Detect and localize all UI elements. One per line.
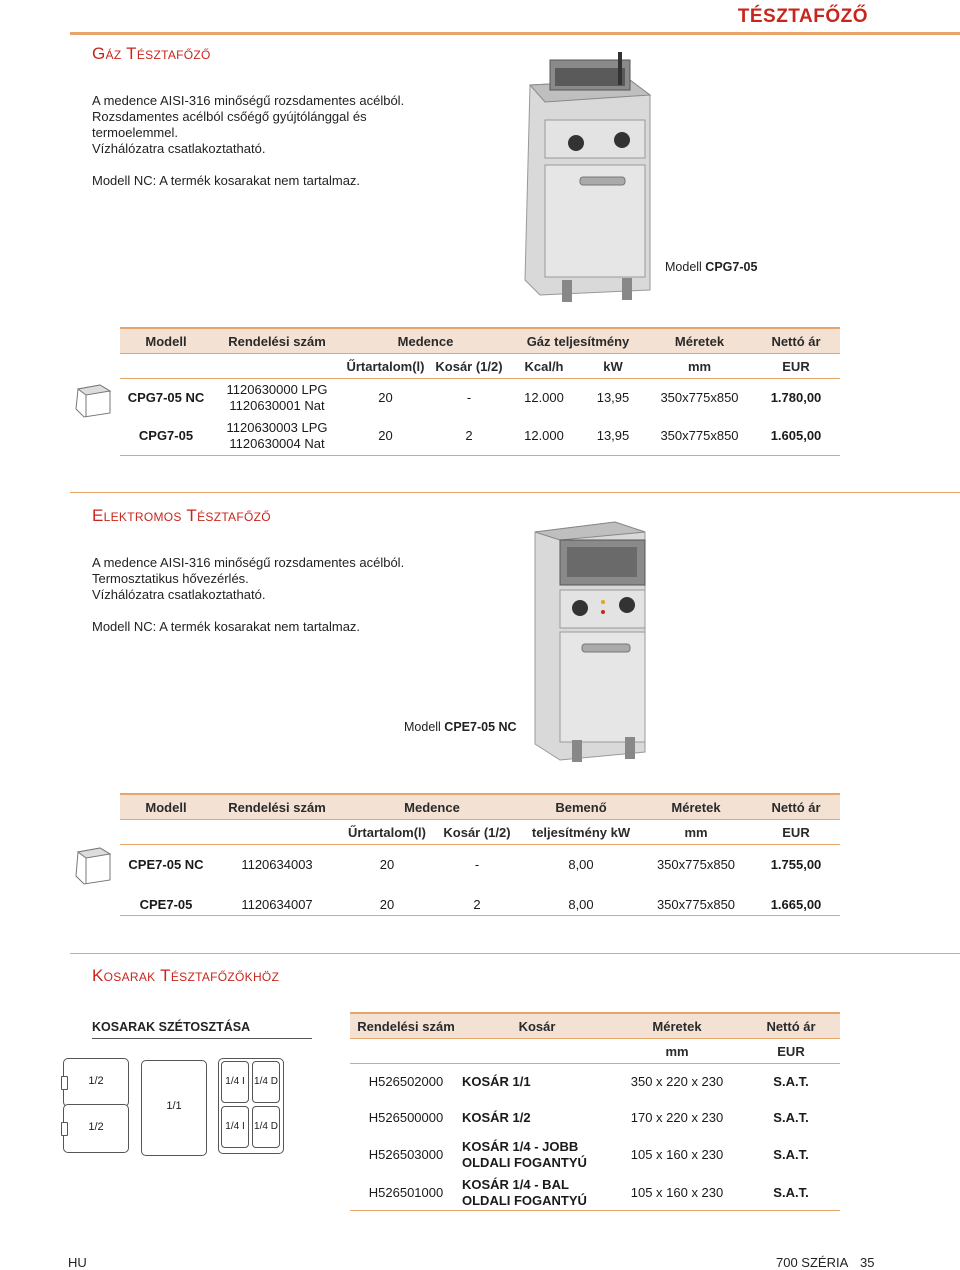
- electric-section-title: Elektromos Tésztafőző: [92, 506, 271, 525]
- electric-model-thumbnail-icon: [70, 840, 115, 890]
- subheader-eur: EUR: [742, 1039, 840, 1064]
- col-header-net-price: Nettó ár: [752, 794, 840, 820]
- gas-pasta-cooker-image: [510, 40, 670, 305]
- row-order-code: H526502000: [368, 1074, 444, 1090]
- gas-desc-line: Rozsdamentes acélból csőégő gyújtólánggal és: [92, 109, 367, 124]
- table-row: [350, 1100, 840, 1136]
- col-header-dimensions: Méretek: [640, 794, 752, 820]
- col-header-gas-power: Gáz teljesítmény: [509, 328, 647, 354]
- basket-quarter-label: 1/4 D: [254, 1121, 278, 1132]
- footer-language: HU: [68, 1255, 87, 1270]
- basket-spec-table: [350, 1012, 840, 1212]
- gas-product-caption: [665, 260, 757, 274]
- electric-note: Modell NC: A termék kosarakat nem tartalmaz.: [92, 619, 361, 634]
- row-basket-name: KOSÁR 1/4 - JOBB OLDALI FOGANTYÚ: [462, 1138, 587, 1170]
- basket-quarter-label: 1/4 D: [254, 1076, 278, 1087]
- row-price: 1.605,00: [770, 428, 822, 443]
- row-model: CPG7-05 NC: [127, 390, 205, 406]
- gas-description: [92, 93, 472, 189]
- row-volume: 20: [379, 897, 395, 912]
- page-brand-title: TÉSZTAFŐZŐ: [737, 6, 868, 27]
- col-header-net-price: Nettó ár: [742, 1013, 840, 1039]
- table-row: [120, 379, 840, 417]
- row-order-code: H526501000: [368, 1185, 444, 1200]
- electric-table-bottom-rule: [120, 915, 840, 916]
- col-header-dimensions: Méretek: [647, 328, 752, 354]
- basket-quarter-group-diagram: [218, 1058, 284, 1154]
- row-volume: 20: [378, 390, 393, 406]
- subheader-mm: mm: [640, 820, 752, 845]
- electric-desc-line: A medence AISI-316 minőségű rozsdamentes acélból.: [92, 555, 405, 570]
- row-price: S.A.T.: [773, 1147, 809, 1162]
- table-row: [350, 1174, 840, 1212]
- row-kcal: 12.000: [524, 390, 564, 406]
- row-kw: 13,95: [596, 390, 630, 406]
- subheader-mm: mm: [647, 354, 752, 379]
- basket-half-top-label: 1/2: [88, 1075, 104, 1087]
- row-code: 1120630000 LPG: [226, 381, 328, 397]
- row-price: 1.665,00: [770, 897, 822, 912]
- row-order-code: 1120634003: [241, 857, 313, 873]
- basket-layout-underline: [92, 1038, 312, 1039]
- subheader-volume: Űrtartalom(l): [342, 354, 429, 379]
- subheader-kw: kW: [579, 354, 647, 379]
- footer-page-number: 35: [860, 1255, 875, 1270]
- subheader-power-kw: teljesítmény kW: [522, 820, 640, 845]
- electric-description: [92, 555, 472, 635]
- row-order-code: H526503000: [368, 1147, 444, 1162]
- basket-half-bottom-label: 1/2: [88, 1121, 104, 1133]
- electric-pasta-cooker-image: [520, 512, 660, 767]
- row-price: S.A.T.: [773, 1110, 809, 1125]
- row-price: S.A.T.: [773, 1185, 809, 1200]
- row-volume: 20: [378, 428, 393, 443]
- row-volume: 20: [379, 857, 395, 873]
- gas-note: Modell NC: A termék kosarakat nem tartalmaz.: [92, 173, 361, 188]
- subheader-kcal: Kcal/h: [509, 354, 579, 379]
- row-order-codes: [212, 379, 342, 417]
- basket-layout-title: KOSARAK SZÉTOSZTÁSA: [92, 1020, 251, 1034]
- row-basket-name: KOSÁR 1/1: [462, 1074, 531, 1090]
- col-header-model: Modell: [120, 794, 212, 820]
- row-price: 1.780,00: [770, 390, 822, 406]
- col-header-dimensions: Méretek: [612, 1013, 742, 1039]
- row-kcal: 12.000: [524, 428, 564, 443]
- row-code: 1120630001 Nat: [229, 397, 325, 413]
- row-dimensions: 105 x 160 x 230: [630, 1147, 724, 1162]
- row-order-code: H526500000: [368, 1110, 444, 1125]
- col-header-order-number: Rendelési szám: [212, 328, 342, 354]
- row-dimensions: 350x775x850: [656, 897, 736, 912]
- electric-section-rule: [70, 492, 960, 493]
- gas-desc-line: A medence AISI-316 minőségű rozsdamentes acélból.: [92, 93, 405, 108]
- row-price: 1.755,00: [770, 857, 822, 873]
- subheader-mm: mm: [612, 1039, 742, 1064]
- row-dimensions: 170 x 220 x 230: [630, 1110, 724, 1125]
- row-kw: 13,95: [596, 428, 630, 443]
- row-price: S.A.T.: [773, 1074, 809, 1090]
- row-basket-name: KOSÁR 1/2: [462, 1110, 531, 1125]
- gas-caption-prefix: Modell: [665, 260, 706, 274]
- gas-spec-table: [120, 327, 840, 455]
- row-basket-name: KOSÁR 1/4 - BAL OLDALI FOGANTYÚ: [462, 1176, 587, 1208]
- header-rule: [70, 32, 960, 35]
- table-row: [120, 885, 840, 925]
- row-code: 1120630003 LPG: [226, 419, 328, 435]
- col-header-tank: Medence: [342, 328, 509, 354]
- row-basket: 2: [473, 897, 481, 912]
- row-basket: -: [466, 390, 472, 406]
- col-header-net-price: Nettó ár: [752, 328, 840, 354]
- gas-model-thumbnail-icon: [70, 377, 115, 422]
- row-model: CPE7-05: [139, 897, 193, 912]
- basket-full-diagram: [141, 1060, 207, 1156]
- electric-desc-line: Vízhálózatra csatlakoztatható.: [92, 587, 266, 602]
- gas-caption-model: CPG7-05: [705, 260, 758, 274]
- row-dimensions: 105 x 160 x 230: [630, 1185, 724, 1200]
- basket-full-label: 1/1: [166, 1100, 182, 1112]
- electric-product-caption: [404, 720, 517, 734]
- electric-spec-table: [120, 793, 840, 925]
- electric-caption-prefix: Modell: [404, 720, 445, 734]
- handle-icon: [61, 1122, 68, 1136]
- subheader-volume: Űrtartalom(l): [342, 820, 432, 845]
- basket-half-top-diagram: [63, 1058, 129, 1107]
- gas-table-bottom-rule: [120, 455, 840, 456]
- gas-section-title: Gáz Tésztafőző: [92, 44, 211, 63]
- row-model: CPE7-05 NC: [128, 857, 204, 873]
- electric-caption-model: CPE7-05 NC: [444, 720, 517, 734]
- basket-table-bottom-rule: [350, 1210, 840, 1211]
- col-header-order-number: Rendelési szám: [350, 1013, 462, 1039]
- baskets-section-rule: [70, 953, 960, 954]
- row-dimensions: 350x775x850: [660, 390, 739, 406]
- basket-quarter-right-top: [252, 1061, 280, 1103]
- basket-half-bottom-diagram: [63, 1104, 129, 1153]
- footer-series: 700 SZÉRIA: [776, 1255, 849, 1270]
- electric-desc-line: Termosztatikus hővezérlés.: [92, 571, 249, 586]
- row-kw: 8,00: [568, 857, 594, 873]
- basket-quarter-label: 1/4 I: [225, 1121, 245, 1132]
- gas-desc-line: termoelemmel.: [92, 125, 178, 140]
- col-header-model: Modell: [120, 328, 212, 354]
- table-row: [120, 845, 840, 885]
- basket-quarter-left-top: [221, 1061, 249, 1103]
- row-kw: 8,00: [568, 897, 594, 912]
- col-header-input-power: Bemenő: [522, 794, 640, 820]
- row-basket: 2: [465, 428, 473, 443]
- subheader-basket: Kosár (1/2): [432, 820, 522, 845]
- col-header-tank: Medence: [342, 794, 522, 820]
- table-row: [350, 1064, 840, 1100]
- baskets-section-title: Kosarak Tésztafőzőkhöz: [92, 966, 280, 985]
- row-basket: -: [474, 857, 480, 873]
- table-row: [350, 1136, 840, 1174]
- row-order-codes: [212, 417, 342, 455]
- gas-desc-line: Vízhálózatra csatlakoztatható.: [92, 141, 266, 156]
- row-model: CPG7-05: [138, 428, 194, 443]
- basket-quarter-left-bottom: [221, 1106, 249, 1148]
- row-dimensions: 350x775x850: [656, 857, 736, 873]
- col-header-basket: Kosár: [462, 1013, 612, 1039]
- row-order-code: 1120634007: [241, 897, 313, 912]
- table-row: [120, 417, 840, 455]
- row-dimensions: 350x775x850: [660, 428, 739, 443]
- row-code: 1120630004 Nat: [229, 435, 325, 451]
- subheader-basket: Kosár (1/2): [429, 354, 509, 379]
- col-header-order-number: Rendelési szám: [212, 794, 342, 820]
- basket-quarter-label: 1/4 I: [225, 1076, 245, 1087]
- subheader-eur: EUR: [752, 820, 840, 845]
- basket-quarter-right-bottom: [252, 1106, 280, 1148]
- handle-icon: [61, 1076, 68, 1090]
- subheader-eur: EUR: [752, 354, 840, 379]
- row-dimensions: 350 x 220 x 230: [630, 1074, 724, 1090]
